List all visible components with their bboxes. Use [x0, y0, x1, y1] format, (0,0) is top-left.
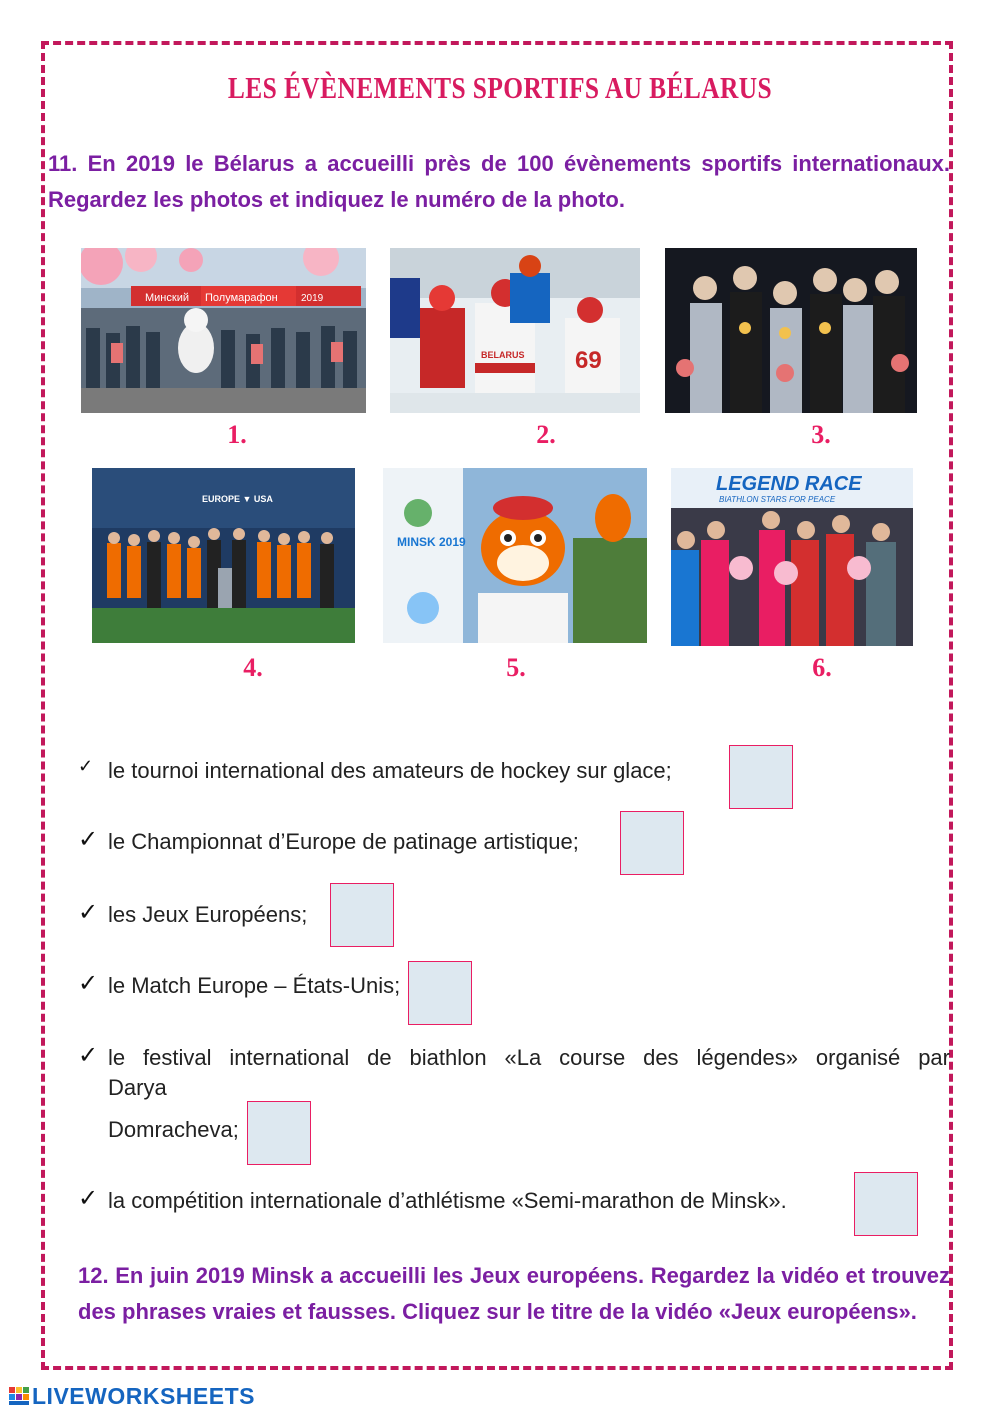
question-11: 11. En 2019 le Bélarus a accueilli près de 100 évènements sportifs internationaux. Regardez les photos et indiquez le numéro de la photo. [48, 151, 950, 212]
photo-figure-skating [665, 248, 917, 413]
photo-mascot [383, 468, 647, 643]
svg-text:69: 69 [575, 347, 602, 374]
svg-text:Полумарафон: Полумарафон [205, 292, 278, 304]
item-biathlon: le festival international de biathlon «La course des légendes» organisé par Darya [108, 1045, 950, 1100]
answer-box-half-marathon[interactable] [854, 1172, 918, 1236]
photo-match-europe-usa [92, 468, 355, 643]
checkmark-icon: ✓ [78, 1042, 99, 1069]
photo-number-2: 2. [536, 420, 556, 449]
checkmark-icon: ✓ [78, 1185, 99, 1212]
photo-number-6: 6. [812, 653, 832, 682]
answer-box-figure-skating[interactable] [620, 811, 684, 875]
svg-text:LEGEND RACE: LEGEND RACE [716, 473, 862, 495]
svg-text:BELARUS: BELARUS [481, 350, 525, 360]
svg-text:EUROPE ▼ USA: EUROPE ▼ USA [202, 494, 273, 504]
svg-text:2019: 2019 [301, 293, 324, 304]
answer-box-european-games[interactable] [330, 883, 394, 947]
photo-legend-race [671, 468, 913, 646]
checkmark-icon: ✓ [78, 970, 99, 997]
liveworksheets-logo [8, 1384, 255, 1408]
item-figure-skating: le Championnat d’Europe de patinage artistique; [108, 829, 579, 854]
photo-number-3: 3. [811, 420, 831, 449]
page-title: LES ÉVÈNEMENTS SPORTIFS AU BÉLARUS [227, 70, 773, 105]
photo-number-4: 4. [243, 653, 263, 682]
logo-text: LIVEWORKSHEETS [32, 1382, 255, 1409]
item-match-europe-usa: le Match Europe – États-Unis; [108, 973, 401, 998]
banner-text: Минский [145, 292, 189, 304]
photo-number-1: 1. [227, 420, 247, 449]
checkmark-icon: ✓ [78, 826, 99, 853]
liveworksheets-logo-icon [8, 1385, 30, 1407]
photo-hockey [390, 248, 640, 413]
item-european-games: les Jeux Européens; [108, 902, 308, 927]
item-biathlon-cont: Domracheva; [108, 1117, 239, 1142]
checkmark-icon: ✓ [78, 899, 99, 926]
answer-box-match-europe-usa[interactable] [408, 961, 472, 1025]
answer-box-hockey[interactable] [729, 745, 793, 809]
answer-box-biathlon[interactable] [247, 1101, 311, 1165]
svg-text:BIATHLON STARS FOR PEACE: BIATHLON STARS FOR PEACE [719, 495, 836, 504]
question-12: 12. En juin 2019 Minsk a accueilli les Jeux européens. Regardez la vidéo et trouvez des phrases vraies et fausses. Cliquez sur le titre de la vidéo «Jeux européens». [78, 1263, 950, 1324]
item-half-marathon: la compétition internationale d’athlétisme «Semi-marathon de Minsk». [108, 1188, 787, 1213]
checkmark-icon: ✓ [78, 756, 94, 776]
item-hockey: le tournoi international des amateurs de hockey sur glace; [108, 758, 672, 783]
svg-text:MINSK 2019: MINSK 2019 [397, 535, 466, 549]
photo-half-marathon [81, 248, 366, 413]
photo-number-5: 5. [506, 653, 526, 682]
dashed-border [41, 41, 953, 1370]
